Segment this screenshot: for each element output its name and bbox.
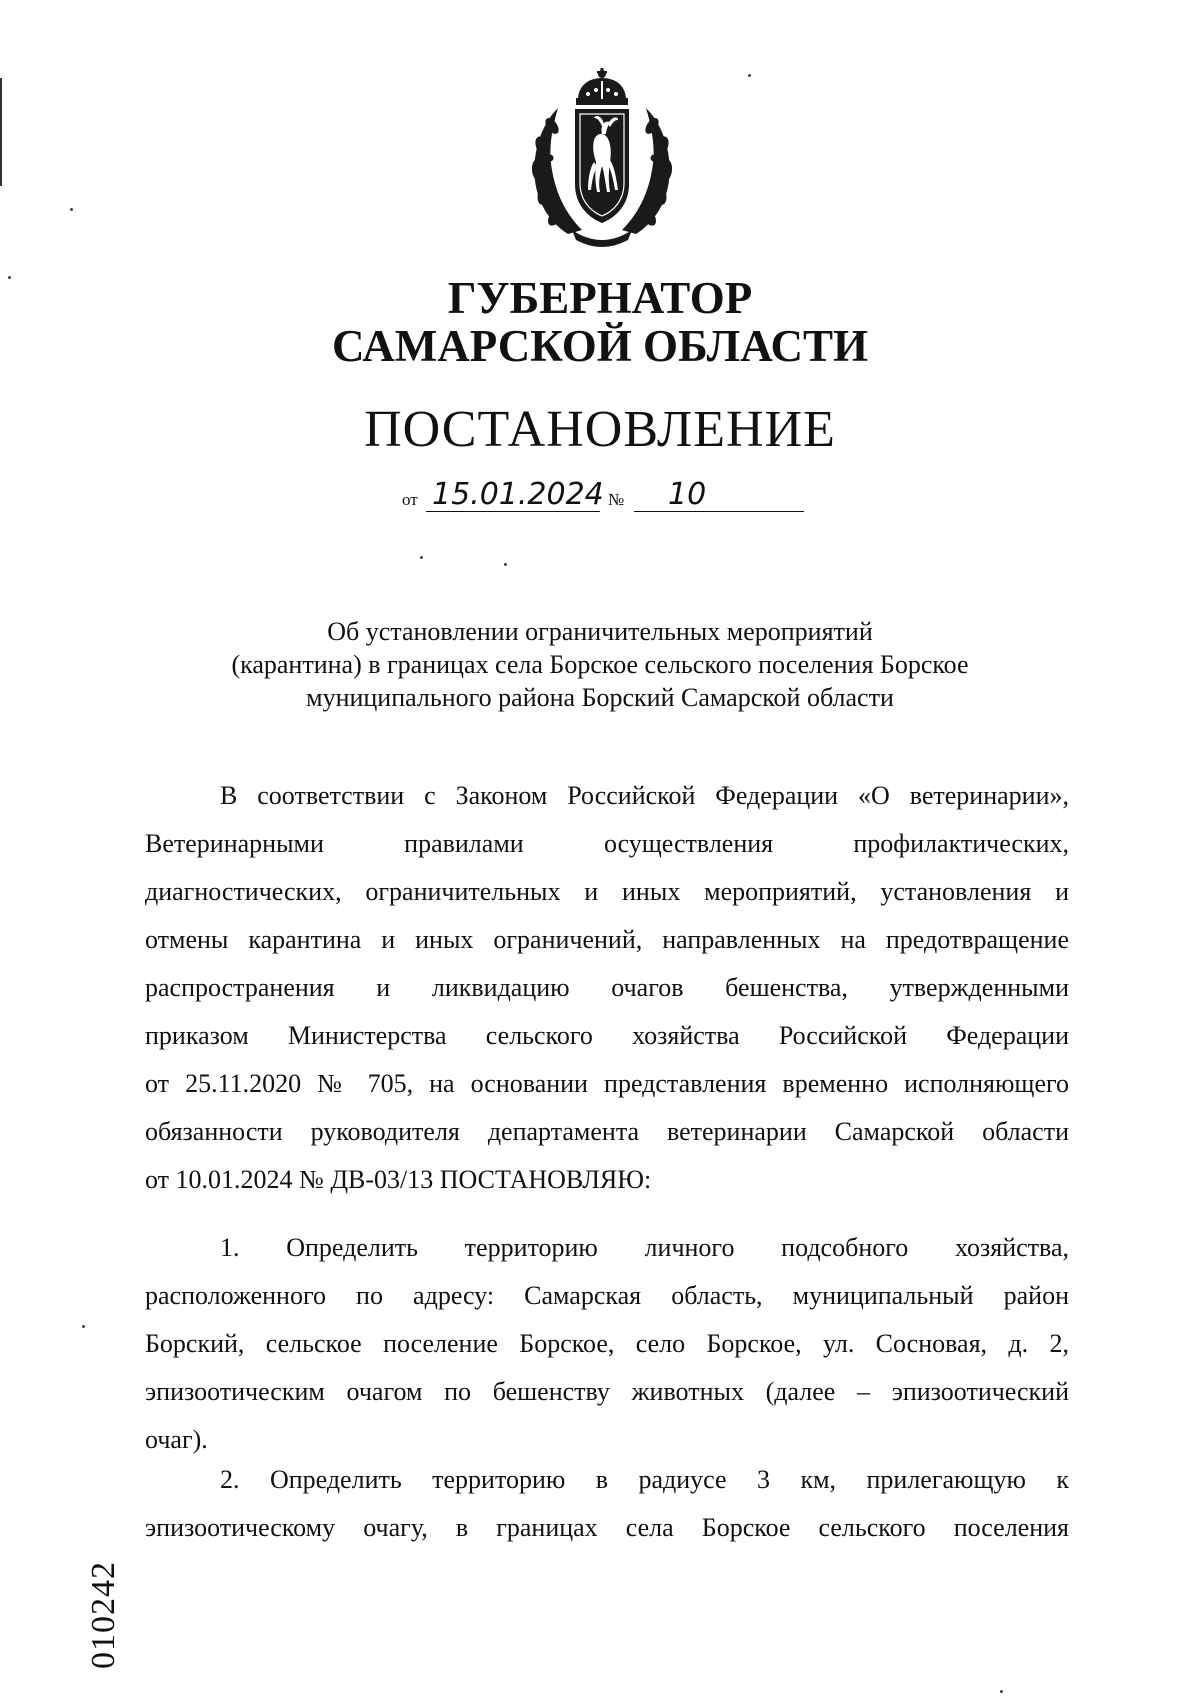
text-line: Борский, сельское поселение Борское, село Борское, ул. Сосновая, д. 2, <box>145 1329 1069 1358</box>
text-line: распространения и ликвидацию очагов бешенства, утвержденными <box>145 973 1069 1002</box>
date-value: 15.01.2024 <box>432 477 604 512</box>
authority-title-line2: САМАРСКОЙ ОБЛАСТИ <box>332 321 868 371</box>
preamble-paragraph <box>145 772 1069 1204</box>
scan-edge-line <box>0 78 2 186</box>
subject-line: Об установлении ограничительных мероприятий <box>327 617 873 646</box>
text-line: эпизоотическим очагом по бешенству животных (далее – эпизоотический <box>145 1377 1069 1406</box>
subject-line: (карантина) в границах села Борское сельского поселения Борское <box>231 650 969 679</box>
text-line: отмены карантина и иных ограничений, направленных на предотвращение <box>145 925 1069 954</box>
text-line: очаг). <box>145 1425 208 1454</box>
text-line: диагностических, ограничительных и иных мероприятий, установления и <box>145 877 1069 906</box>
clause-2-paragraph <box>145 1456 1069 1552</box>
authority-title-line1: ГУБЕРНАТОР <box>447 273 753 323</box>
scan-speck <box>70 208 73 211</box>
scan-speck <box>420 556 423 559</box>
clause-1-paragraph <box>145 1224 1069 1464</box>
document-subject <box>150 615 1050 714</box>
document-date-number <box>402 472 822 516</box>
number-underline <box>634 511 804 512</box>
samara-coat-of-arms-icon <box>522 66 682 252</box>
scan-speck <box>82 1325 85 1328</box>
text-line: эпизоотическому очагу, в границах села Борское сельского поселения <box>145 1513 1069 1542</box>
text-line: от 10.01.2024 № ДВ-03/13 ПОСТАНОВЛЯЮ: <box>145 1165 652 1194</box>
text-line: 2. Определить территорию в радиусе 3 км, прилегающую к <box>220 1465 1069 1494</box>
subject-line: муниципального района Борский Самарской области <box>306 683 894 712</box>
side-registration-number <box>82 1540 126 1690</box>
scan-speck <box>748 74 751 77</box>
number-label: № <box>608 490 625 509</box>
side-number-text: 010242 <box>85 1561 122 1669</box>
text-line: В соответствии с Законом Российской Федерации «О ветеринарии», <box>220 781 1069 810</box>
text-line: приказом Министерства сельского хозяйства Российской Федерации <box>145 1021 1069 1050</box>
text-line: расположенного по адресу: Самарская область, муниципальный район <box>145 1281 1069 1310</box>
text-line: 1. Определить территорию личного подсобного хозяйства, <box>220 1233 1069 1262</box>
text-line: от 25.11.2020 № 705, на основании представления временно исполняющего <box>145 1069 1069 1098</box>
text-line: Ветеринарными правилами осуществления профилактических, <box>145 829 1069 858</box>
date-label: от <box>402 490 418 509</box>
document-type-title: ПОСТАНОВЛЕНИЕ <box>364 401 836 458</box>
text-line: обязанности руководителя департамента ветеринарии Самарской области <box>145 1117 1069 1146</box>
scan-speck <box>1000 1690 1003 1693</box>
number-value: 10 <box>668 477 707 512</box>
scan-speck <box>504 563 507 566</box>
